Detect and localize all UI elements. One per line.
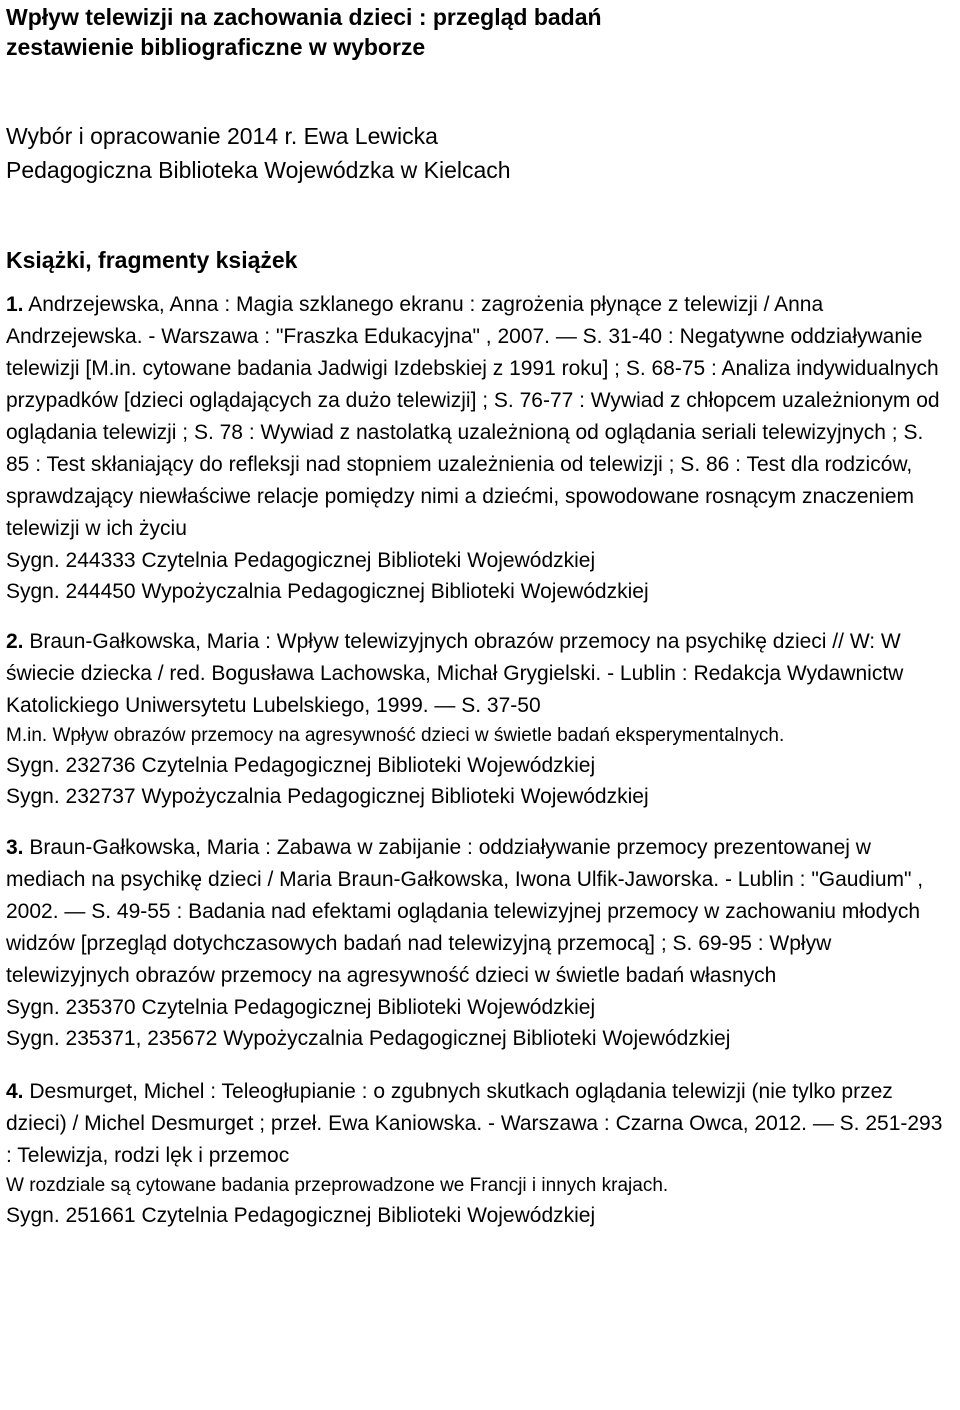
entry-signature: Sygn. 244450 Wypożyczalnia Pedagogicznej Biblioteki Wojewódzkiej [6, 580, 649, 603]
entry-main-text [6, 832, 946, 992]
entry-signature: Sygn. 251661 Czytelnia Pedagogicznej Biblioteki Wojewódzkiej [6, 1204, 596, 1227]
bibliography-entry-1 [6, 289, 946, 607]
bibliography-entry-4 [6, 1076, 946, 1231]
entry-number: 3. [6, 836, 24, 859]
bibliography-entry-2 [6, 626, 946, 812]
entry-description: Braun-Gałkowska, Maria : Zabawa w zabijanie : oddziaływanie przemocy prezentowanej w mediach na psychikę dzieci / Maria Braun-Gałkowska, Iwona Ulfik-Jaworska. - Lublin : "Gaudium" , 2002. — S. 49-55 : Badania nad efektami oglądania telewizyjnej przemocy w zachowaniu młodych widzów [przegląd dotychczasowych badań nad telewizyjną przemocą] ; S. 69-95 : Wpływ telewizyjnych obrazów przemocy na agresywność dzieci w świetle badań własnych [6, 836, 924, 987]
entry-note: W rozdziale są cytowane badania przeprowadzone we Francji i innych krajach. [6, 1175, 669, 1196]
credits-library: Pedagogiczna Biblioteka Wojewódzka w Kielcach [6, 157, 511, 183]
entry-signature: Sygn. 244333 Czytelnia Pedagogicznej Biblioteki Wojewódzkiej [6, 549, 596, 572]
entry-number: 4. [6, 1080, 24, 1103]
entry-number: 1. [6, 293, 24, 316]
entry-description: Andrzejewska, Anna : Magia szklanego ekranu : zagrożenia płynące z telewizji / Anna Andrzejewska. - Warszawa : "Fraszka Edukacyjna" , 2007. — S. 31-40 : Negatywne oddziaływanie telewizji [M.in. cytowane badania Jadwigi Izdebskiej z 1991 roku] ; S. 68-75 : Analiza indywidualnych przypadków [dzieci oglądających za dużo telewizji] ; S. 76-77 : Wywiad z chłopcem uzależnionym od oglądania telewizji ; S. 78 : Wywiad z nastolatką uzależnioną od oglądania seriali telewizyjnych ; S. 85 : Test skłaniający do refleksji nad stopniem uzależnienia od telewizji ; S. 86 : Test dla rodziców, sprawdzający niewłaściwe relacje pomiędzy nimi a dziećmi, spowodowane rosnącym znaczeniem telewizji w ich życiu [6, 293, 940, 540]
entry-signature: Sygn. 235371, 235672 Wypożyczalnia Pedagogicznej Biblioteki Wojewódzkiej [6, 1027, 731, 1050]
entry-description: Braun-Gałkowska, Maria : Wpływ telewizyjnych obrazów przemocy na psychikę dzieci // W: W świecie dziecka / red. Bogusława Lachowska, Michał Grygielski. - Lublin : Redakcja Wydawnictw Katolickiego Uniwersytetu Lubelskiego, 1999. — S. 37-50 [6, 630, 904, 717]
section-heading: Książki, fragmenty książek [6, 247, 298, 273]
document-subtitle: zestawienie bibliograficzne w wyborze [6, 34, 426, 60]
bibliography-entry-3 [6, 832, 946, 1054]
document-title: Wpływ telewizji na zachowania dzieci : przegląd badań [6, 4, 602, 30]
entry-main-text [6, 1076, 946, 1172]
entry-description: Desmurget, Michel : Teleogłupianie : o zgubnych skutkach oglądania telewizji (nie tylko przez dzieci) / Michel Desmurget ; przeł. Ewa Kaniowska. - Warszawa : Czarna Owca, 2012. — S. 251-293 : Telewizja, rodzi lęk i przemoc [6, 1080, 943, 1167]
entry-signature: Sygn. 232736 Czytelnia Pedagogicznej Biblioteki Wojewódzkiej [6, 754, 596, 777]
entry-signature: Sygn. 235370 Czytelnia Pedagogicznej Biblioteki Wojewódzkiej [6, 996, 596, 1019]
credits-compiler: Wybór i opracowanie 2014 r. Ewa Lewicka [6, 123, 438, 149]
credits-block [6, 119, 946, 187]
entry-number: 2. [6, 630, 24, 653]
entry-signature: Sygn. 232737 Wypożyczalnia Pedagogicznej Biblioteki Wojewódzkiej [6, 785, 649, 808]
entry-note: M.in. Wpływ obrazów przemocy na agresywność dzieci w świetle badań eksperymentalnych. [6, 725, 785, 746]
entry-main-text [6, 626, 946, 722]
entry-main-text [6, 289, 946, 545]
